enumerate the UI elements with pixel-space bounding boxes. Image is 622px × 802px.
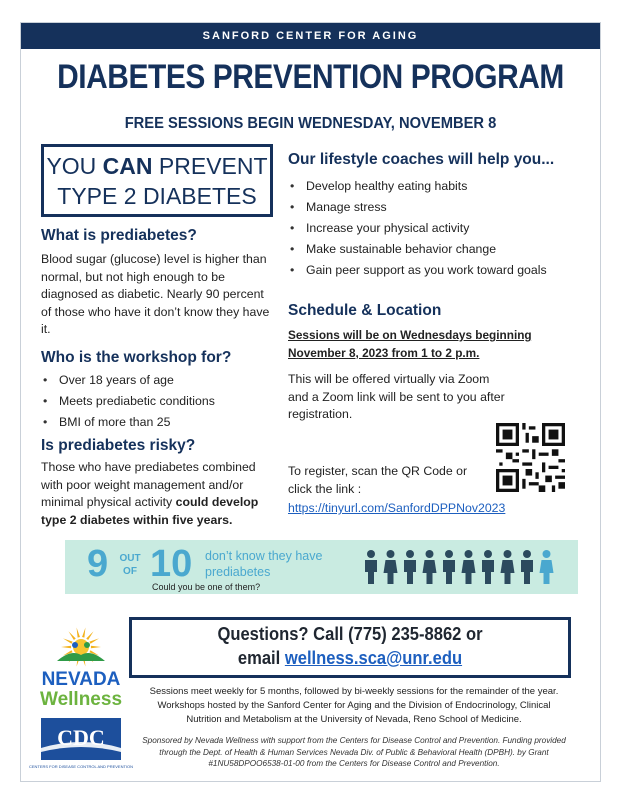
risky-heading: Is prediabetes risky?	[41, 437, 196, 454]
stat-could: Could you be one of them?	[152, 582, 261, 592]
contact-email-line	[149, 648, 550, 669]
person-icon	[443, 550, 455, 584]
person-icon	[423, 550, 437, 584]
list-item: • Over 18 years of age	[41, 370, 273, 391]
person-icon	[482, 550, 494, 584]
list-item: • Gain peer support as you work toward goals	[288, 260, 588, 281]
zoom-text: This will be offered virtually via Zoom and a Zoom link will be sent to you after registration.	[288, 372, 505, 421]
header-banner: SANFORD CENTER FOR AGING	[21, 23, 600, 49]
person-icon	[462, 550, 476, 584]
sun-ray	[89, 638, 99, 643]
register-link[interactable]: https://tinyurl.com/SanfordDPPNov2023	[288, 501, 506, 515]
page-title: DIABETES PREVENTION PROGRAM	[57, 58, 564, 96]
hosted-text: Workshops hosted by the Sanford Center for Aging and the Division of Endocrinology, Clinical Nutrition and Metabolism at the University of Nevada, Reno School of Medicine.	[157, 700, 551, 725]
prediabetes-heading: What is prediabetes?	[41, 227, 197, 244]
risky-text	[41, 459, 277, 529]
sun-ray	[77, 628, 80, 638]
qr-code[interactable]	[496, 423, 565, 492]
prediabetes-text: Blood sugar (glucose) level is higher than normal, but not high enough to be diagnosed as diabetic. Nearly 90 percent of those who have it don’t know they have it.	[41, 252, 270, 336]
sun-ray	[69, 631, 76, 640]
callout-bold: CAN	[102, 153, 153, 179]
stat-nine: 9	[87, 543, 109, 585]
stat-out-of	[113, 552, 147, 578]
contact-email-pre: email	[237, 648, 285, 668]
nevada-wellness-logo	[39, 621, 123, 713]
workshop-list	[41, 370, 273, 433]
sponsor-note: Sponsored by Nevada Wellness with support from the Centers for Disease Control and Prevention. Funding provided through the Dept. of Health & Human Services Nevada Div. of Public & Behavioral Health (DPBH). by Grant #1NU58DPOO6538-01-00 from the Centers for Disease Control and Prevention.	[142, 736, 566, 768]
sun-ray	[61, 646, 71, 648]
stat-of: OF	[123, 566, 137, 577]
nevada-text: NEVADA	[41, 669, 121, 690]
callout-post: PREVENT	[152, 153, 268, 179]
cdc-text: CDC	[57, 725, 105, 750]
sun-ray	[86, 631, 93, 640]
list-item: • Manage stress	[288, 197, 588, 218]
risky-text-bold: could develop type 2 diabetes within five years.	[41, 495, 259, 527]
schedule-line1: Sessions will be on Wednesdays beginning	[288, 328, 532, 342]
prevent-callout	[41, 144, 273, 217]
coaches-heading: Our lifestyle coaches will help you...	[288, 151, 555, 168]
list-item: • BMI of more than 25	[41, 412, 273, 433]
list-item: • Make sustainable behavior change	[288, 239, 588, 260]
stat-out: OUT	[119, 553, 141, 564]
schedule-note	[129, 685, 579, 727]
risky-text-plain: Those who have prediabetes combined with poor weight management and/or minimal physical activity	[41, 460, 256, 509]
person-icon	[365, 550, 377, 584]
person-icon	[404, 550, 416, 584]
contact-box	[129, 617, 571, 678]
schedule-dates	[288, 326, 532, 362]
statistic-banner	[65, 540, 578, 594]
callout-pre: YOU	[46, 153, 103, 179]
sun-ray	[63, 638, 73, 643]
coaches-list	[288, 176, 588, 281]
person-icon	[501, 550, 515, 584]
stat-know: don’t know they have prediabetes	[205, 549, 323, 579]
schedule-heading: Schedule & Location	[288, 302, 442, 319]
cdc-subtext: CENTERS FOR DISEASE CONTROL AND PREVENTION	[28, 764, 134, 769]
flyer-page	[20, 22, 601, 782]
person-icon	[521, 550, 533, 584]
list-item: • Develop healthy eating habits	[288, 176, 588, 197]
sun-ray	[82, 628, 85, 638]
schedule-line2: November 8, 2023 from 1 to 2 p.m.	[288, 346, 480, 360]
stat-ten: 10	[150, 543, 193, 585]
page-subtitle: FREE SESSIONS BEGIN WEDNESDAY, NOVEMBER 8	[124, 115, 497, 132]
wellness-text: Wellness	[39, 689, 123, 710]
people-icons	[363, 549, 563, 585]
person-icon	[540, 550, 554, 584]
meet-text: Sessions meet weekly for 5 months, followed by bi-weekly sessions for the remainder of the year.	[149, 686, 559, 697]
register-text: To register, scan the QR Code or click the link :	[288, 464, 468, 496]
email-link[interactable]: wellness.sca@unr.edu	[284, 648, 463, 668]
workshop-heading: Who is the workshop for?	[41, 349, 232, 366]
contact-phone: Questions? Call (775) 235-8862 or	[217, 624, 483, 644]
cdc-logo	[28, 718, 134, 773]
person-icon	[384, 550, 398, 584]
list-item: • Meets prediabetic conditions	[41, 391, 273, 412]
sun-ray	[91, 646, 101, 648]
list-item: • Increase your physical activity	[288, 218, 588, 239]
callout-line2: TYPE 2 DIABETES	[57, 183, 257, 209]
